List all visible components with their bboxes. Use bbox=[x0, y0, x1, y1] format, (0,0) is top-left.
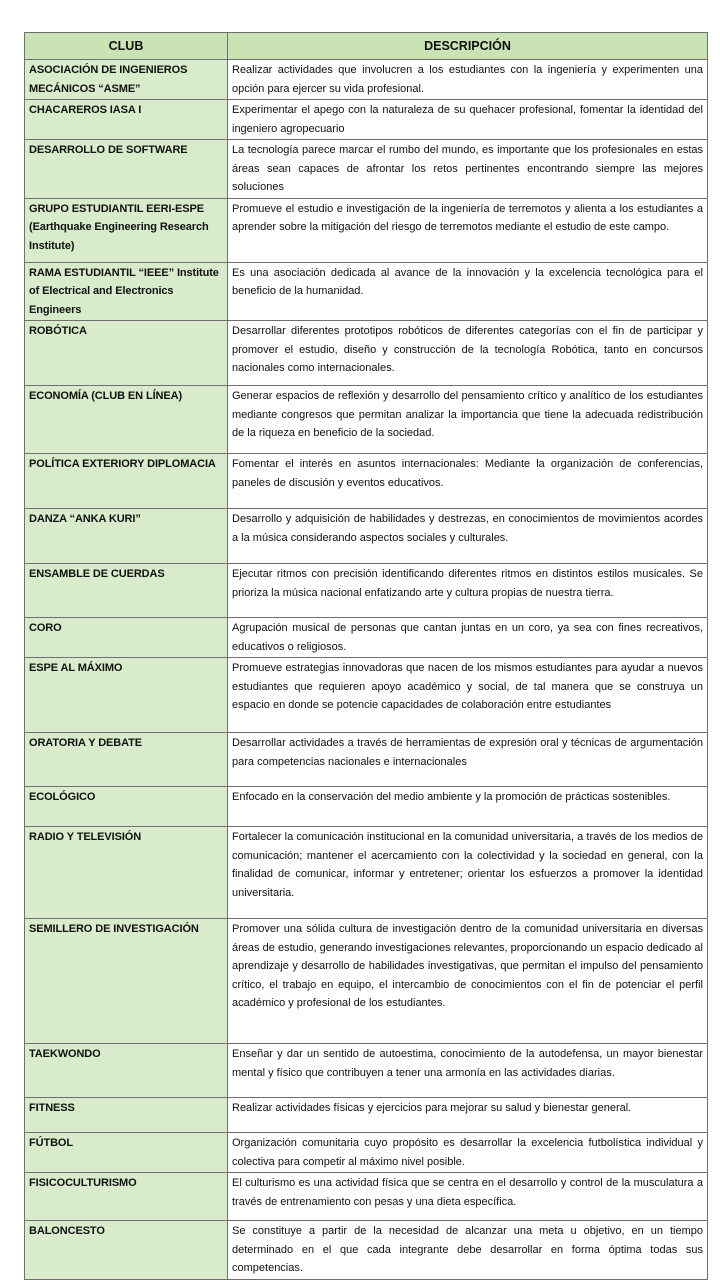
table-row bbox=[25, 509, 708, 564]
club-name: ECOLÓGICO bbox=[25, 787, 228, 827]
club-name: ASOCIACIÓN DE INGENIEROS MECÁNICOS “ASME” bbox=[25, 60, 228, 100]
club-name: ECONOMÍA (CLUB EN LÍNEA) bbox=[25, 386, 228, 454]
club-name: SEMILLERO DE INVESTIGACIÓN bbox=[25, 919, 228, 1044]
table-row bbox=[25, 564, 708, 618]
club-name: RAMA ESTUDIANTIL “IEEE” Institute of Electrical and Electronics Engineers bbox=[25, 262, 228, 321]
club-description: Ejecutar ritmos con precisión identificando diferentes ritmos en distintos estilos musicales. Se prioriza la música nacional enfatizando arte y cultura propias de nuestra tierra. bbox=[228, 564, 708, 618]
clubs-table bbox=[24, 32, 708, 1280]
club-description: Promueve el estudio e investigación de la ingeniería de terremotos y alienta a los estudiantes a aprender sobre la mitigación del riesgo de terremotos mediante el estudio de este campo. bbox=[228, 198, 708, 262]
club-name: BALONCESTO bbox=[25, 1221, 228, 1280]
club-description: Fomentar el interés en asuntos internacionales: Mediante la organización de conferencias, paneles de discusión y eventos educativos. bbox=[228, 454, 708, 509]
club-name: ROBÓTICA bbox=[25, 321, 228, 386]
table-row bbox=[25, 1133, 708, 1173]
table-row bbox=[25, 386, 708, 454]
club-name: FÚTBOL bbox=[25, 1133, 228, 1173]
club-name: DANZA “ANKA KURI” bbox=[25, 509, 228, 564]
table-row bbox=[25, 919, 708, 1044]
club-description: Enfocado en la conservación del medio ambiente y la promoción de prácticas sostenibles. bbox=[228, 787, 708, 827]
club-name: TAEKWONDO bbox=[25, 1044, 228, 1098]
club-description: Experimentar el apego con la naturaleza de su quehacer profesional, fomentar la identidad del ingeniero agropecuario bbox=[228, 100, 708, 140]
table-row bbox=[25, 140, 708, 199]
table-row bbox=[25, 1221, 708, 1280]
table-row bbox=[25, 60, 708, 100]
table-row bbox=[25, 787, 708, 827]
table-row bbox=[25, 618, 708, 658]
club-name: FISICOCULTURISMO bbox=[25, 1173, 228, 1221]
club-description: Promover una sólida cultura de investigación dentro de la comunidad universitaria en diversas áreas de estudio, generando investigaciones relevantes, proporcionando un espacio dedicado al aprendizaje y desarrollo de habilidades investigativas, que permitan el impulso del pensamiento crítico, el trabajo en equipo, el intercambio de conocimientos con el fin de potenciar el perfil académico y profesional de los estudiantes. bbox=[228, 919, 708, 1044]
description-column-header: DESCRIPCIÓN bbox=[228, 33, 708, 60]
club-description: Desarrollar actividades a través de herramientas de expresión oral y técnicas de argumentación para competencias nacionales e internacionales bbox=[228, 733, 708, 787]
club-description: Organización comunitaria cuyo propósito es desarrollar la excelencia futbolística individual y colectiva para competir al máximo nivel posible. bbox=[228, 1133, 708, 1173]
club-description: El culturismo es una actividad física que se centra en el desarrollo y control de la musculatura a través de entrenamiento con pesas y una dieta específica. bbox=[228, 1173, 708, 1221]
club-description: Desarrollo y adquisición de habilidades y destrezas, en conocimientos de movimientos acordes a la música considerando aspectos sociales y culturales. bbox=[228, 509, 708, 564]
club-description: Se constituye a partir de la necesidad de alcanzar una meta u objetivo, en un tiempo determinado en el que cada integrante debe desarrollar en forma óptima todas sus competencias. bbox=[228, 1221, 708, 1280]
club-description: Agrupación musical de personas que cantan juntas en un coro, ya sea con fines recreativos, educativos o religiosos. bbox=[228, 618, 708, 658]
club-name: GRUPO ESTUDIANTIL EERI-ESPE (Earthquake Engineering Research Institute) bbox=[25, 198, 228, 262]
club-name: RADIO Y TELEVISIÓN bbox=[25, 827, 228, 919]
club-name: POLÍTICA EXTERIORY DIPLOMACIA bbox=[25, 454, 228, 509]
club-name: ORATORIA Y DEBATE bbox=[25, 733, 228, 787]
club-name: FITNESS bbox=[25, 1098, 228, 1133]
table-header-row bbox=[25, 33, 708, 60]
club-description: Enseñar y dar un sentido de autoestima, conocimiento de la autodefensa, un mayor bienestar mental y físico que contribuyen a tener una armonía en las actividades diarias. bbox=[228, 1044, 708, 1098]
table-row bbox=[25, 1044, 708, 1098]
table-row bbox=[25, 658, 708, 733]
table-row bbox=[25, 454, 708, 509]
club-name: DESARROLLO DE SOFTWARE bbox=[25, 140, 228, 199]
club-description: La tecnología parece marcar el rumbo del mundo, es importante que los profesionales en estas áreas sean capaces de afrontar los retos pertinentes encontrando siempre las mejores soluciones bbox=[228, 140, 708, 199]
table-row bbox=[25, 198, 708, 262]
table-row bbox=[25, 100, 708, 140]
club-column-header: CLUB bbox=[25, 33, 228, 60]
table-row bbox=[25, 1173, 708, 1221]
club-description: Fortalecer la comunicación institucional en la comunidad universitaria, a través de los medios de comunicación; mantener el acercamiento con la colectividad y la sociedad en general, con la finalidad de comunicar, informar y entretener; orientar los esfuerzos a promover la identidad universitaria. bbox=[228, 827, 708, 919]
table-row bbox=[25, 1098, 708, 1133]
table-row bbox=[25, 262, 708, 321]
club-description: Desarrollar diferentes prototipos robóticos de diferentes categorías con el fin de participar y promover el estudio, diseño y construcción de la tecnología Robótica, tanto en concursos nacionales como internacionales. bbox=[228, 321, 708, 386]
club-name: CHACAREROS IASA I bbox=[25, 100, 228, 140]
club-description: Es una asociación dedicada al avance de la innovación y la excelencia tecnológica para el beneficio de la humanidad. bbox=[228, 262, 708, 321]
table-row bbox=[25, 733, 708, 787]
club-description: Realizar actividades que involucren a los estudiantes con la ingeniería y experimenten una opción para ejercer su vida profesional. bbox=[228, 60, 708, 100]
table-row bbox=[25, 321, 708, 386]
table-row bbox=[25, 827, 708, 919]
club-name: ENSAMBLE DE CUERDAS bbox=[25, 564, 228, 618]
club-name: CORO bbox=[25, 618, 228, 658]
club-name: ESPE AL MÁXIMO bbox=[25, 658, 228, 733]
club-description: Promueve estrategias innovadoras que nacen de los mismos estudiantes para ayudar a nuevos estudiantes que requieren apoyo académico y social, de tal manera que se construya un espacio en donde se potencie capacidades de colaboración entre estudiantes bbox=[228, 658, 708, 733]
club-description: Generar espacios de reflexión y desarrollo del pensamiento crítico y analítico de los estudiantes mediante congresos que permitan analizar la importancia que tiene la adecuada redistribución de la riqueza en beneficio de la sociedad. bbox=[228, 386, 708, 454]
club-description: Realizar actividades físicas y ejercicios para mejorar su salud y bienestar general. bbox=[228, 1098, 708, 1133]
